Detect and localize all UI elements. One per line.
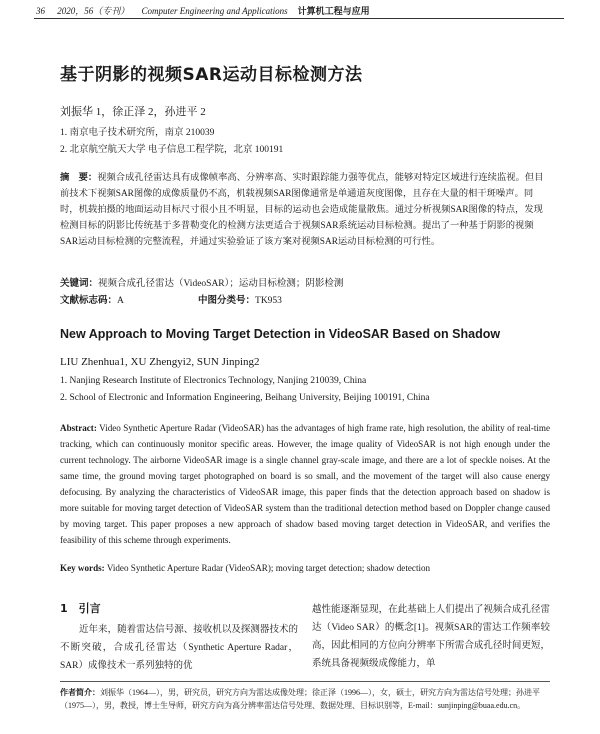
doc-code-value: A [117, 296, 124, 306]
journal-name-en: Computer Engineering and Applications [141, 6, 288, 16]
body-left-column: 近年来，随着雷达信号源、接收机以及探测器技术的不断突破，合成孔径雷达（Synthetic Aperture Radar，SAR）成像技术一系列独特的优 [60, 625, 298, 671]
page-number: 36 [36, 6, 45, 16]
classification-row [60, 292, 124, 306]
abstract-en [60, 420, 550, 548]
keywords-cn [60, 275, 343, 289]
keywords-en-text: Video Synthetic Aperture Radar (VideoSAR); moving target detection; shadow detection [106, 563, 431, 573]
keywords-cn-text: 视频合成孔径雷达（VideoSAR）；运动目标检测；阴影检测 [98, 279, 344, 289]
affiliation-cn-1: 1. 南京电子技术研究所，南京 210039 [60, 128, 215, 138]
affiliation-cn-2: 2. 北京航空航天大学 电子信息工程学院，北京 100191 [60, 145, 284, 155]
keywords-en [60, 563, 550, 573]
abstract-cn [60, 170, 548, 250]
doc-code-label: 文献标志码： [60, 296, 118, 306]
abstract-cn-label: 摘 要： [60, 172, 98, 183]
title-cn: 基于阴影的视频SAR运动目标检测方法 [60, 65, 363, 85]
affiliation-en-2: 2. School of Electronic and Information Engineering, Beihang University, Beijing 100191, China [60, 393, 430, 403]
abstract-cn-text: 视频合成孔径雷达具有成像帧率高、分辨率高、实时跟踪能力强等优点，能够对特定区域进行连续监视。但目前技术下视频SAR图像的成像质量仍不高，机载视频SAR图像通常是单通道灰度图像，且存在大量的相干斑噪声。同时，机载拍摄的地面运动目标尺寸很小且不明显，目标的运动也会造成能量散焦。通过分析视频SAR图像的特点，发现检测目标的阴影比传统基于多普勒变化的检测方法更适合于视频SAR系统运动目标检测。提出了一种基于阴影的视频SAR运动目标检测的完整流程，并通过实验验证了该方案对视频SAR运动目标检测的可行性。 [60, 173, 544, 247]
footnote-label: 作者简介： [60, 688, 100, 697]
clc-code [198, 292, 282, 306]
authors-en: LIU Zhenhua1, XU Zhengyi2, SUN Jinping2 [60, 356, 260, 368]
affiliation-en-1: 1. Nanjing Research Institute of Electronics Technology, Nanjing 210039, China [60, 376, 367, 386]
author-footnote [60, 686, 550, 712]
volume-info: 2020，56（专刊） [57, 6, 130, 16]
running-header [36, 4, 370, 17]
journal-name-cn: 计算机工程与应用 [297, 6, 370, 16]
section-heading: 1 引言 [60, 602, 101, 615]
header-rule [34, 18, 564, 19]
keywords-cn-label: 关键词： [60, 279, 99, 289]
authors-cn: 刘振华 1，徐正泽 2，孙进平 2 [60, 106, 206, 118]
abstract-en-label: Abstract: [60, 423, 97, 433]
keywords-en-label: Key words: [60, 563, 105, 573]
clc-code-value: TK953 [255, 296, 282, 306]
clc-code-label: 中图分类号： [198, 296, 256, 306]
abstract-en-text: Video Synthetic Aperture Radar (VideoSAR) has the advantages of high frame rate, high resolution, the ability of real-time tracking, which can continuously monitor specific areas. However, the image quality of VideoSAR is not high enough under the current technology. The airborne VideoSAR image is a single channel gray-scale image, and there are a lot of speckle noises. At the same time, the ground moving target photographed on board is so small, and the movement of the target will also cause energy defocusing. By analyzing the characteristics of VideoSAR image, this paper finds that the detection approach based on shadow is more suitable for moving target detection of VideoSAR system than the traditional detection method based on Doppler change caused by moving target. This paper proposes a new approach of shadow based moving target detection in VideoSAR, and verifies the feasibility of this scheme through experiments. [60, 423, 550, 545]
footnote-text: 刘振华（1964—），男，研究员，研究方向为雷达成像处理；徐正泽（1996—），女，硕士，研究方向为雷达信号处理；孙进平（1975—），男，教授，博士生导师，研究方向为高分辨率雷达信号处理、数据处理、目标识别等，E-mail：sunjinping@buaa.edu.cn。 [60, 688, 540, 710]
title-en: New Approach to Moving Target Detection in VideoSAR Based on Shadow [60, 327, 501, 341]
footnote-rule [60, 681, 550, 682]
body-right-column: 越性能逐渐显现，在此基础上人们提出了视频合成孔径雷达（Video SAR）的概念[1]。视频SAR的雷达工作频率较高，因此相同的方位向分辨率下所需合成孔径时间更短，系统具备视频级成像能力，单 [312, 605, 550, 669]
